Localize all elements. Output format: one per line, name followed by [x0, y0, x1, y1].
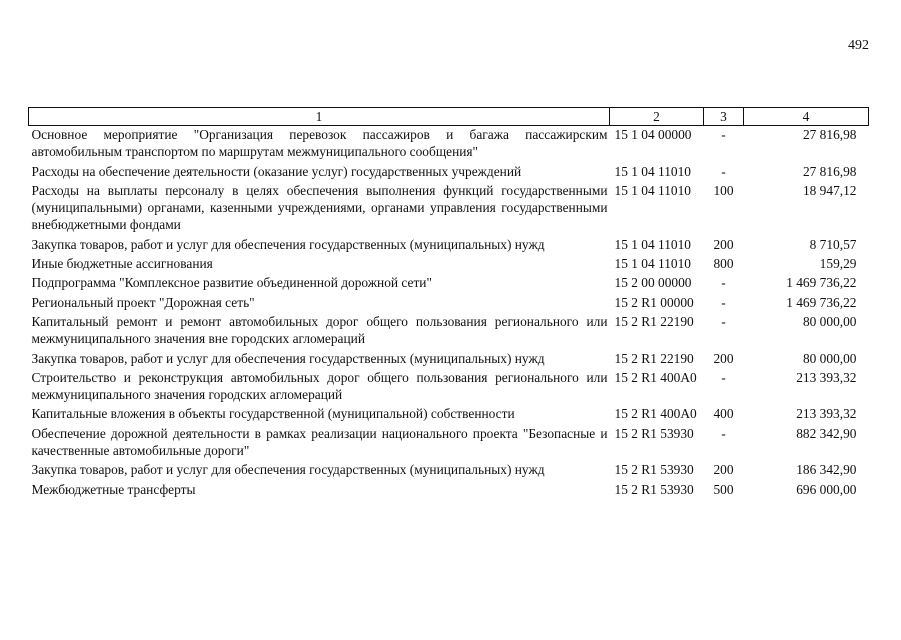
- row-type: 200: [713, 350, 734, 366]
- row-name: Капитальный ремонт и ремонт автомобильных дорог общего пользования регионального или межмуниципального значения вне городских агломераций: [31, 313, 608, 347]
- row-code: 15 1 04 11010: [614, 236, 691, 252]
- header-row: [29, 108, 869, 126]
- table-row: [29, 481, 869, 500]
- header-col-3: 3: [704, 108, 744, 126]
- row-amount: 696 000,00: [796, 481, 857, 497]
- row-code: 15 1 04 11010: [614, 256, 691, 272]
- row-name: Расходы на выплаты персоналу в целях обеспечения выполнения функций государственными (муниципальными) органами, казенными учреждениями, органами управления государственными внебюджетными фондами: [31, 182, 608, 233]
- row-name: Капитальные вложения в объекты государственной (муниципальной) собственности: [31, 406, 515, 422]
- table-row: [29, 294, 869, 313]
- row-amount: 1 469 736,22: [786, 275, 857, 291]
- row-type: -: [721, 369, 726, 385]
- row-name: Закупка товаров, работ и услуг для обеспечения государственных (муниципальных) нужд: [31, 236, 545, 252]
- row-type: -: [721, 275, 726, 291]
- table-row: [29, 313, 869, 350]
- row-type: 500: [713, 481, 734, 497]
- table-row: [29, 405, 869, 424]
- row-amount: 213 393,32: [796, 369, 857, 385]
- row-name: Основное мероприятие "Организация перевозок пассажиров и багажа пассажирским автомобильным транспортом по маршрутам межмуниципального сообщения": [31, 127, 608, 160]
- table-row: [29, 274, 869, 293]
- row-code: 15 2 R1 00000: [614, 294, 694, 310]
- row-name: Иные бюджетные ассигнования: [31, 256, 213, 272]
- row-code: 15 2 R1 53930: [614, 481, 694, 497]
- page-number: 492: [848, 38, 869, 53]
- row-type: -: [721, 163, 726, 179]
- row-amount: 213 393,32: [796, 406, 857, 422]
- header-col-4: 4: [744, 108, 869, 126]
- row-amount: 1 469 736,22: [786, 294, 857, 310]
- table-row: [29, 126, 869, 163]
- row-amount: 80 000,00: [802, 350, 857, 366]
- row-amount: 882 342,90: [796, 425, 857, 441]
- table-body: [29, 126, 869, 500]
- table-row: [29, 236, 869, 255]
- row-code: 15 1 04 00000: [614, 127, 692, 142]
- row-code: 15 2 R1 400A0: [614, 369, 697, 385]
- row-type: 200: [713, 462, 734, 478]
- row-name: Межбюджетные трансферты: [31, 481, 196, 497]
- row-name: Подпрограмма "Комплексное развитие объединенной дорожной сети": [31, 275, 432, 291]
- header-col-2: 2: [610, 108, 704, 126]
- row-type: -: [721, 127, 726, 142]
- row-type: -: [721, 294, 726, 310]
- row-type: -: [721, 313, 726, 329]
- row-amount: 27 816,98: [802, 127, 857, 142]
- row-type: -: [721, 425, 726, 441]
- table-row: [29, 255, 869, 274]
- row-type: 100: [713, 182, 734, 198]
- row-type: 200: [713, 236, 734, 252]
- row-name: Обеспечение дорожной деятельности в рамках реализации национального проекта "Безопасные и качественные автомобильные дороги": [31, 425, 608, 459]
- table-header: [29, 108, 869, 126]
- row-code: 15 2 R1 22190: [614, 313, 694, 329]
- row-name: Строительство и реконструкция автомобильных дорог общего пользования регионального или межмуниципального значения городских агломераций: [31, 369, 608, 403]
- row-type: 400: [713, 406, 734, 422]
- row-code: 15 2 R1 22190: [614, 350, 694, 366]
- row-amount: 27 816,98: [802, 163, 857, 179]
- row-amount: 18 947,12: [802, 182, 857, 198]
- row-code: 15 2 R1 400A0: [614, 406, 697, 422]
- header-col-1: 1: [29, 108, 610, 126]
- row-amount: 186 342,90: [796, 462, 857, 478]
- row-code: 15 2 00 00000: [614, 275, 692, 291]
- row-type: 800: [713, 256, 734, 272]
- row-name: Закупка товаров, работ и услуг для обеспечения государственных (муниципальных) нужд: [31, 462, 545, 478]
- table-row: [29, 182, 869, 236]
- row-amount: 8 710,57: [809, 236, 857, 252]
- row-amount: 80 000,00: [802, 313, 857, 329]
- row-code: 15 1 04 11010: [614, 182, 691, 198]
- row-code: 15 1 04 11010: [614, 163, 691, 179]
- table-row: [29, 350, 869, 369]
- row-name: Расходы на обеспечение деятельности (оказание услуг) государственных учреждений: [31, 163, 522, 179]
- row-amount: 159,29: [819, 256, 857, 272]
- table-row: [29, 369, 869, 406]
- table-row: [29, 461, 869, 480]
- row-name: Региональный проект "Дорожная сеть": [31, 294, 255, 310]
- table-row: [29, 163, 869, 182]
- row-name: Закупка товаров, работ и услуг для обеспечения государственных (муниципальных) нужд: [31, 350, 545, 366]
- row-code: 15 2 R1 53930: [614, 462, 694, 478]
- row-code: 15 2 R1 53930: [614, 425, 694, 441]
- budget-table: [28, 107, 869, 500]
- table-row: [29, 425, 869, 462]
